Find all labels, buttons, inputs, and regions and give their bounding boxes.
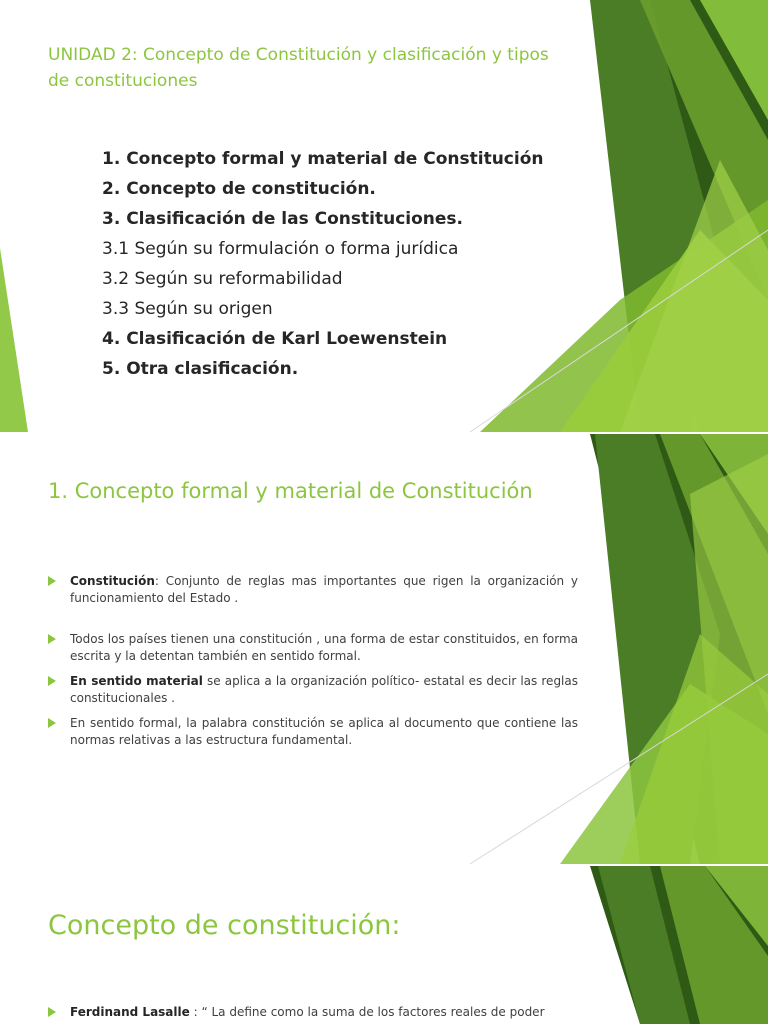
list-item: 3.2 Según su reformabilidad: [102, 269, 343, 289]
slide-3: [0, 866, 768, 1024]
bullet-item: [48, 631, 578, 665]
bullet-term: Constitución: [70, 574, 155, 588]
slide-title: UNIDAD 2: Concepto de Constitución y clasificación y tipos de constituciones: [48, 45, 549, 91]
slide-title: Concepto de constitución:: [48, 910, 401, 941]
bullet-text: Todos los países tienen una constitución , una forma de estar constituidos, en forma escrita y la detentan también en sentido formal.: [70, 632, 578, 663]
bullet-item: [48, 573, 578, 607]
bullet-item: [48, 715, 578, 749]
slide-decoration: [0, 866, 768, 1024]
list-item: 3.3 Según su origen: [102, 299, 273, 319]
bullet-arrow-icon: [48, 718, 56, 728]
list-item: 4. Clasificación de Karl Loewenstein: [102, 329, 448, 349]
bullet-list: [48, 1004, 578, 1021]
list-item: 3. Clasificación de las Constituciones.: [102, 209, 463, 229]
list-item: 5. Otra clasificación.: [102, 359, 299, 379]
bullet-text: : “ La define como la suma de los factores reales de poder: [189, 1005, 545, 1019]
bullet-term: En sentido material: [70, 674, 203, 688]
bullet-text: se aplica a la organización político- estatal es decir las reglas constitucionales .: [70, 674, 578, 705]
slide-title: 1. Concepto formal y material de Constitución: [48, 479, 533, 503]
bullet-arrow-icon: [48, 634, 56, 644]
bullet-arrow-icon: [48, 676, 56, 686]
list-item: 1. Concepto formal y material de Constitución: [102, 149, 544, 169]
bullet-text: En sentido formal, la palabra constitución se aplica al documento que contiene las normas relativas a las estructura fundamental.: [70, 716, 578, 747]
bullet-arrow-icon: [48, 576, 56, 586]
bullet-item: [48, 673, 578, 707]
bullet-list: [48, 573, 578, 749]
topic-list: [102, 144, 544, 384]
bullet-item: [48, 1004, 578, 1021]
list-item: 2. Concepto de constitución.: [102, 179, 376, 199]
slide-2: [0, 434, 768, 864]
list-item: 3.1 Según su formulación o forma jurídica: [102, 239, 459, 259]
bullet-term: Ferdinand Lasalle: [70, 1005, 190, 1019]
bullet-arrow-icon: [48, 1007, 56, 1017]
slide-1: [0, 0, 768, 432]
bullet-text: : Conjunto de reglas mas importantes que rigen la organización y funcionamiento del Estado .: [70, 574, 578, 605]
